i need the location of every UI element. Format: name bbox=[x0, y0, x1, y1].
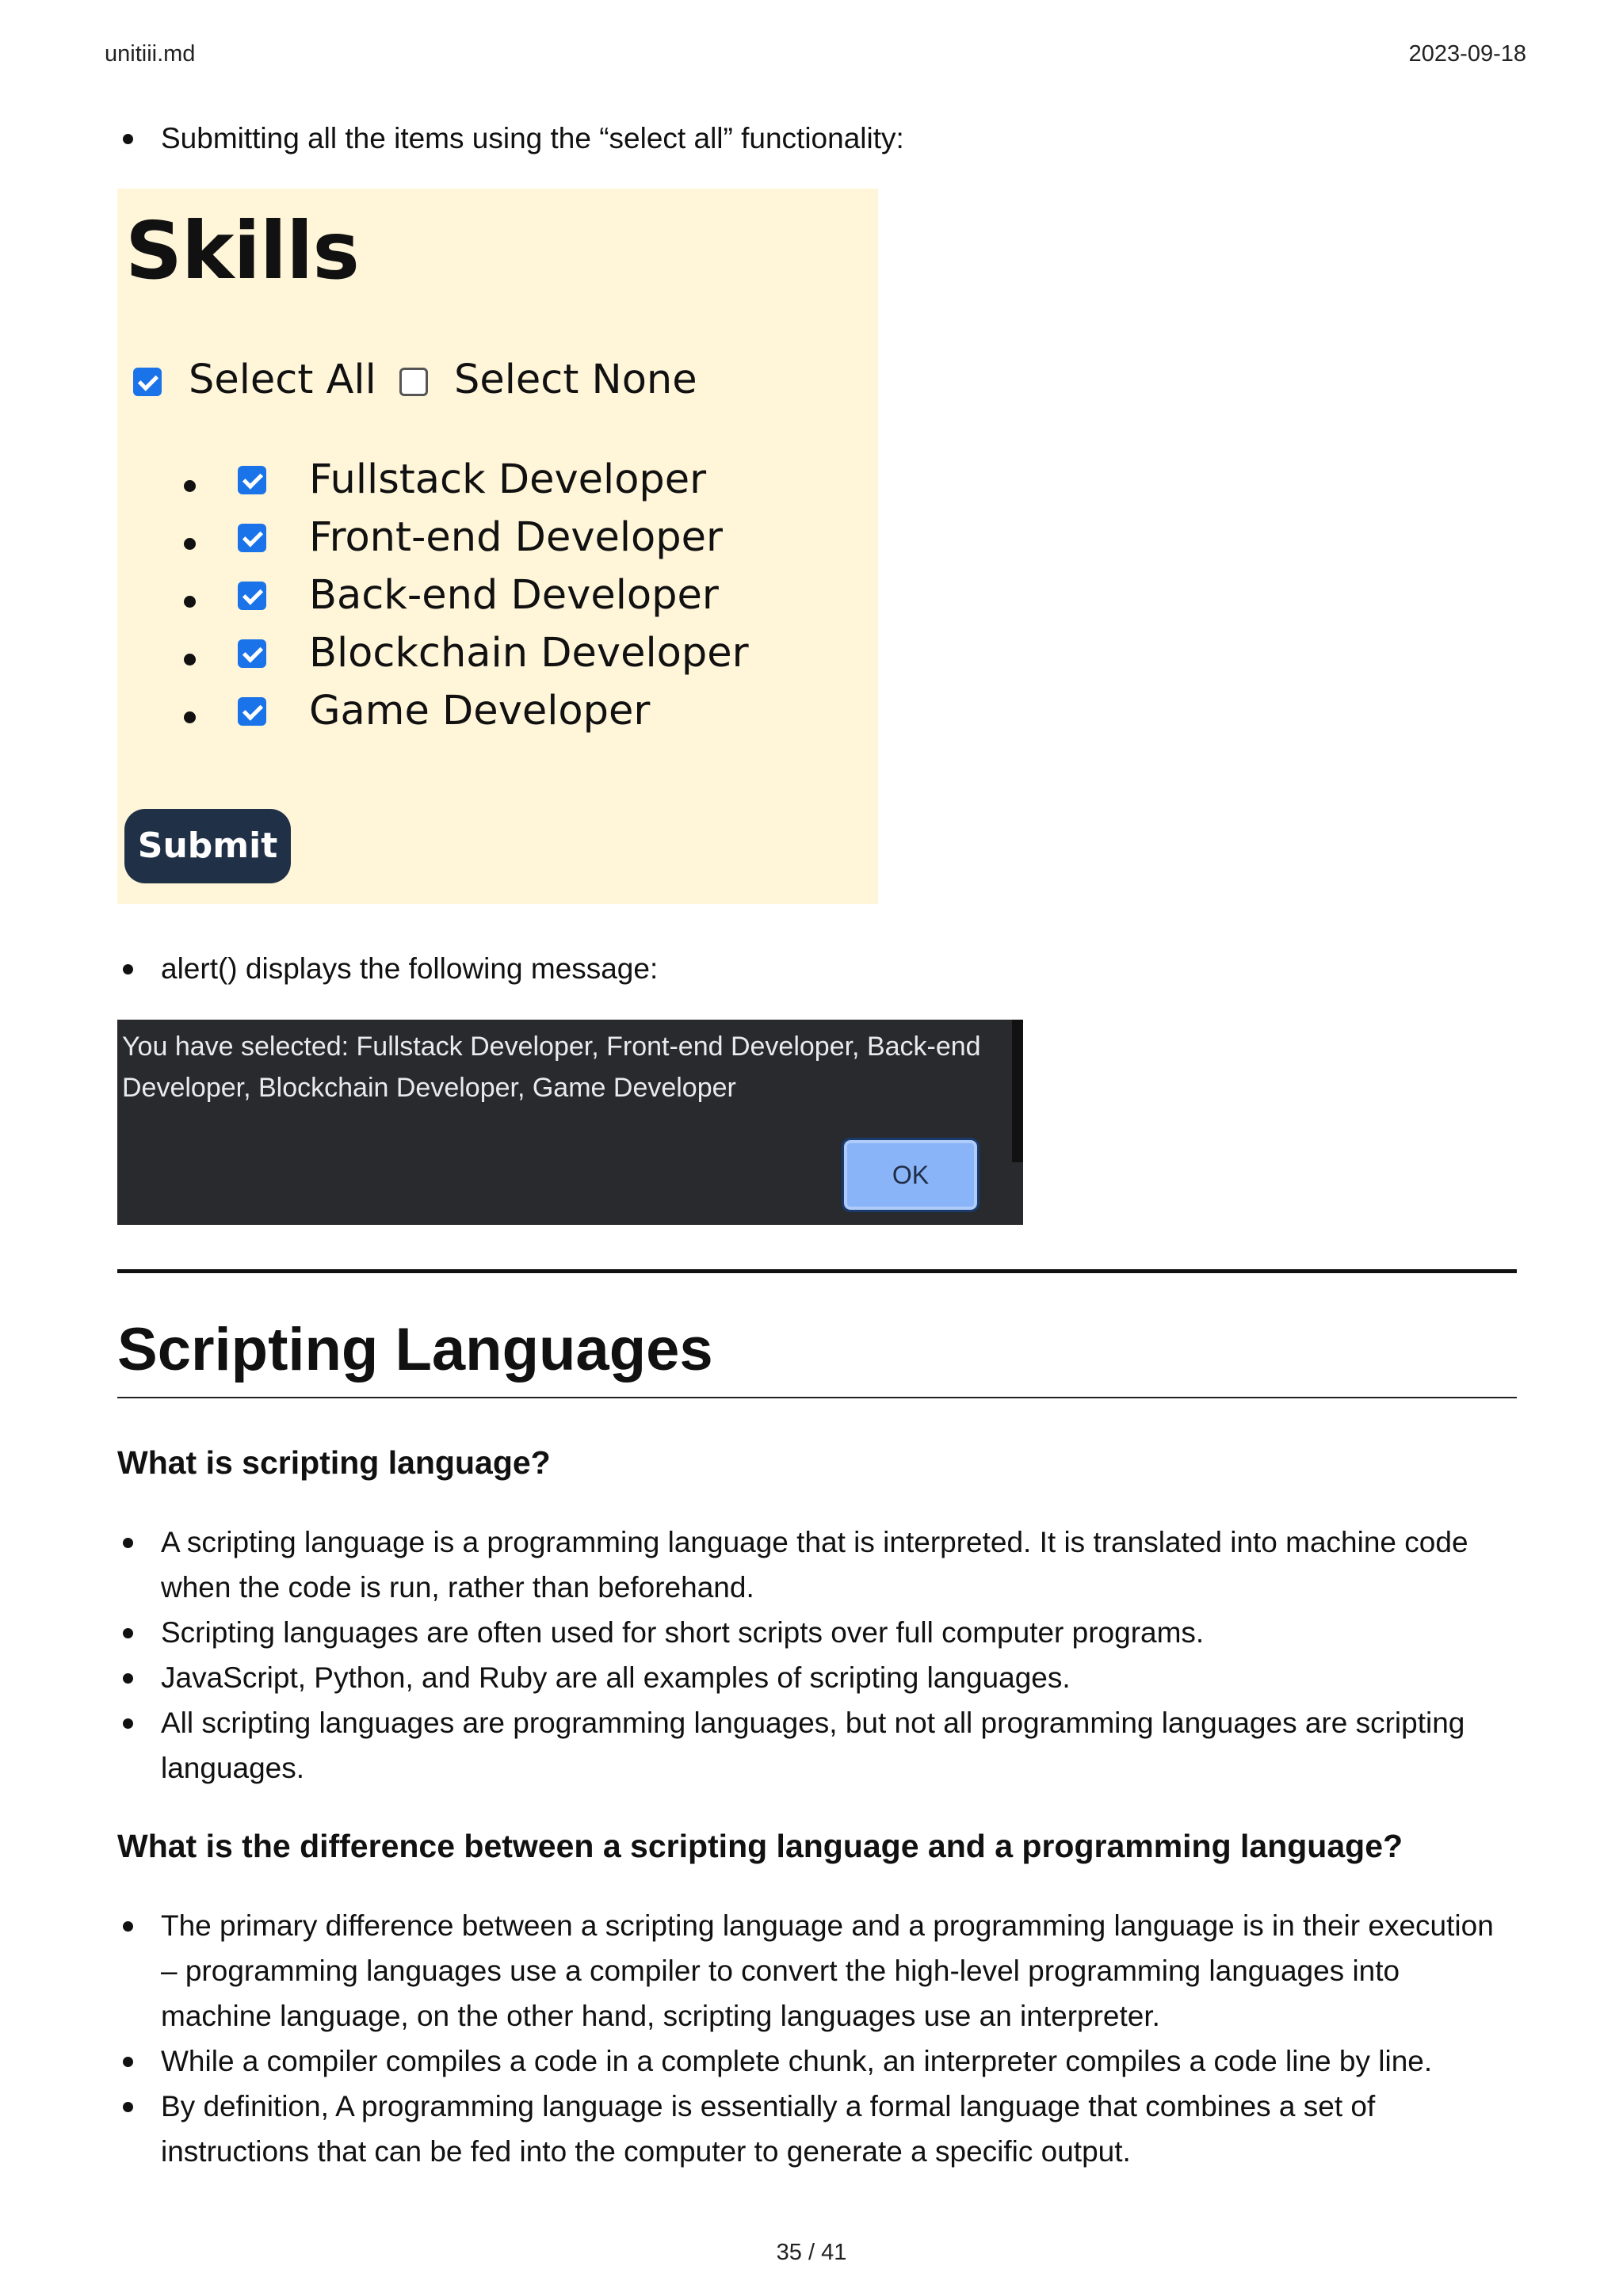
skill-bullet bbox=[184, 480, 196, 492]
select-all-label: Select All bbox=[189, 357, 376, 403]
skill-bullet bbox=[184, 654, 196, 666]
alert-ok-button[interactable]: OK bbox=[844, 1140, 977, 1210]
alert-message-line: Developer, Blockchain Developer, Game Developer bbox=[122, 1073, 736, 1103]
bullet-line: A scripting language is a programming language that is interpreted. It is translated into machine code bbox=[161, 1526, 1468, 1558]
alert-scrollbar bbox=[1012, 1020, 1023, 1162]
skill-checkbox-blockchain[interactable] bbox=[238, 639, 266, 668]
bullet-line: While a compiler compiles a code in a complete chunk, an interpreter compiles a code line by line. bbox=[161, 2045, 1433, 2077]
q2-bullet-2 bbox=[161, 2039, 1432, 2084]
skill-label-frontend: Front-end Developer bbox=[309, 514, 723, 561]
bullet-line: machine language, on the other hand, scripting languages use an interpreter. bbox=[161, 2000, 1160, 2032]
submit-button[interactable]: Submit bbox=[124, 809, 291, 883]
bullet-line: languages. bbox=[161, 1752, 305, 1784]
heading-underline bbox=[117, 1397, 1517, 1398]
skill-checkbox-backend[interactable] bbox=[238, 582, 266, 610]
skill-checkbox-frontend[interactable] bbox=[238, 524, 266, 552]
bullet-line: The primary difference between a scripting language and a programming language is in their execution bbox=[161, 1909, 1494, 1942]
alert-message bbox=[122, 1026, 994, 1108]
intro-bullet-alert: alert() displays the following message: bbox=[161, 946, 658, 991]
bullet-line: Scripting languages are often used for short scripts over full computer programs. bbox=[161, 1616, 1205, 1649]
skill-checkbox-fullstack[interactable] bbox=[238, 466, 266, 494]
skill-bullet bbox=[184, 596, 196, 608]
skills-title: Skills bbox=[125, 204, 359, 297]
skill-label-backend: Back-end Developer bbox=[309, 572, 719, 619]
section-divider bbox=[117, 1269, 1517, 1273]
q1-bullet-2 bbox=[161, 1610, 1204, 1655]
bullet-line: – programming languages use a compiler to convert the high-level programming languages into bbox=[161, 1955, 1400, 1987]
document-date: 2023-09-18 bbox=[1408, 41, 1526, 67]
q1-bullet-3 bbox=[161, 1655, 1071, 1700]
skill-bullet bbox=[184, 538, 196, 550]
q2-bullet-1 bbox=[161, 1903, 1494, 2039]
select-none-checkbox[interactable] bbox=[399, 368, 428, 396]
intro-bullet-select-all: Submitting all the items using the “select all” functionality: bbox=[161, 116, 904, 161]
bullet-line: when the code is run, rather than beforehand. bbox=[161, 1571, 754, 1604]
bullet-line: By definition, A programming language is essentially a formal language that combines a set of bbox=[161, 2090, 1376, 2122]
q1-bullet-4 bbox=[161, 1700, 1465, 1791]
select-none-label: Select None bbox=[454, 357, 697, 403]
skill-checkbox-game[interactable] bbox=[238, 697, 266, 726]
question-heading-2: What is the difference between a scripting language and a programming language? bbox=[117, 1828, 1403, 1864]
question-heading-1: What is scripting language? bbox=[117, 1444, 551, 1481]
skills-demo-screenshot bbox=[117, 189, 878, 904]
section-heading: Scripting Languages bbox=[117, 1316, 713, 1383]
page-number: 35 / 41 bbox=[776, 2240, 847, 2265]
bullet-line: JavaScript, Python, and Ruby are all examples of scripting languages. bbox=[161, 1661, 1071, 1694]
skill-label-blockchain: Blockchain Developer bbox=[309, 630, 749, 677]
skill-label-game: Game Developer bbox=[309, 688, 651, 734]
select-all-checkbox[interactable] bbox=[133, 368, 162, 396]
skill-label-fullstack: Fullstack Developer bbox=[309, 456, 707, 503]
q2-bullet-3 bbox=[161, 2084, 1375, 2174]
document-filename: unitiii.md bbox=[105, 41, 196, 67]
q1-bullet-1 bbox=[161, 1520, 1468, 1610]
bullet-line: All scripting languages are programming languages, but not all programming languages are scripting bbox=[161, 1707, 1465, 1739]
alert-message-line: You have selected: Fullstack Developer, Front-end Developer, Back-end bbox=[122, 1032, 981, 1062]
alert-dialog-screenshot bbox=[117, 1020, 1023, 1225]
bullet-line: instructions that can be fed into the computer to generate a specific output. bbox=[161, 2135, 1131, 2168]
skill-bullet bbox=[184, 711, 196, 723]
